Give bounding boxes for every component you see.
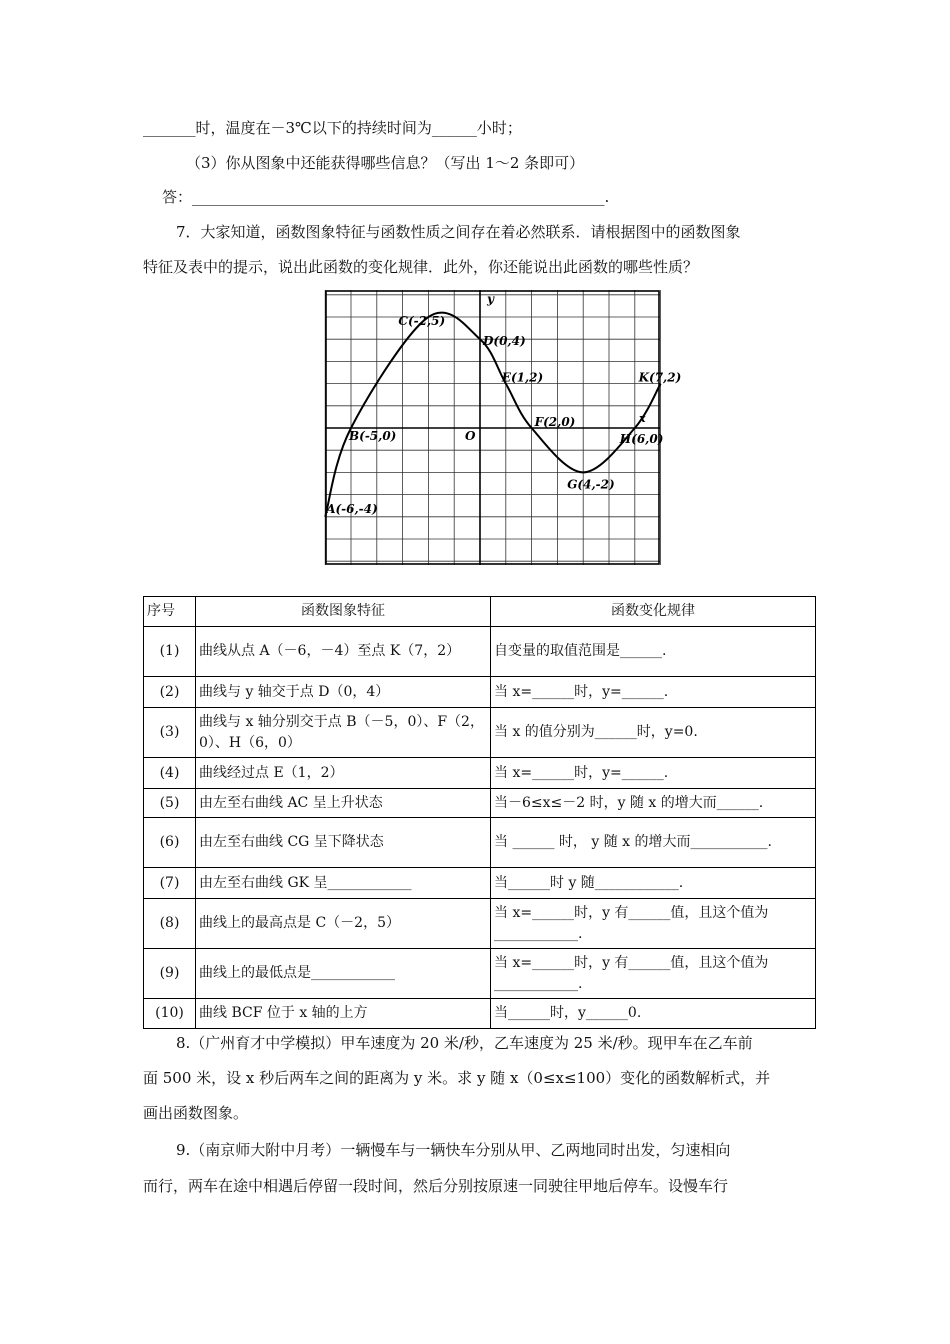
point-label: F(2,0) — [534, 415, 576, 429]
row-number: (9) — [144, 949, 196, 999]
table-row — [144, 758, 816, 789]
row-number: (5) — [144, 789, 196, 818]
point-label: G(4,-2) — [567, 477, 615, 492]
row-feature: 曲线经过点 E（1，2） — [196, 758, 491, 789]
row-rule: 当 x=______时，y=______. — [491, 758, 816, 789]
row-number: (7) — [144, 868, 196, 899]
table-row — [144, 789, 816, 818]
question-8-line-1: 8.（广州育才中学模拟）甲车速度为 20 米/秒，乙车速度为 25 米/秒。现甲车在乙车前 — [176, 1034, 753, 1052]
table-row — [144, 899, 816, 949]
table-row — [144, 949, 816, 999]
row-rule: 当－6≤x≤－2 时，y 随 x 的增大而______. — [491, 789, 816, 818]
question-7-line-2: 特征及表中的提示，说出此函数的变化规律．此外，你还能说出此函数的哪些性质？ — [143, 258, 699, 276]
question-8-line-3: 画出函数图象。 — [143, 1104, 249, 1122]
table-row — [144, 818, 816, 868]
row-number: (4) — [144, 758, 196, 789]
row-feature: 曲线与 x 轴分别交于点 B（－5，0）、F（2，0）、H（6，0） — [196, 708, 491, 758]
point-label: A(-6,-4) — [326, 501, 378, 516]
row-rule: 当 x=______时，y 有______值，且这个值为____________. — [491, 899, 816, 949]
table-row — [144, 999, 816, 1029]
function-graph — [325, 290, 682, 565]
point-label: B(-5,0) — [349, 429, 397, 443]
row-rule: 自变量的取值范围是______. — [491, 627, 816, 677]
table-row — [144, 868, 816, 899]
row-feature: 曲线上的最高点是 C（－2，5） — [196, 899, 491, 949]
row-feature: 由左至右曲线 AC 呈上升状态 — [196, 789, 491, 818]
row-number: (8) — [144, 899, 196, 949]
origin-label: O — [465, 429, 476, 443]
row-rule: 当 x=______时，y=______. — [491, 677, 816, 708]
row-rule: 当 x=______时，y 有______值，且这个值为____________. — [491, 949, 816, 999]
row-rule: 当 x 的值分别为______时，y=0. — [491, 708, 816, 758]
point-label: H(6,0) — [619, 432, 664, 446]
table-header-row — [144, 597, 816, 627]
row-number: (1) — [144, 627, 196, 677]
row-feature: 曲线 BCF 位于 x 轴的上方 — [196, 999, 491, 1029]
question-8-line-2: 面 500 米，设 x 秒后两车之间的距离为 y 米。求 y 随 x（0≤x≤100）变化的函数解析式，并 — [143, 1069, 771, 1087]
question-6-part-3: （3）你从图象中还能获得哪些信息？（写出 1～2 条即可） — [186, 154, 585, 172]
row-feature: 曲线与 y 轴交于点 D（0，4） — [196, 677, 491, 708]
table-row — [144, 708, 816, 758]
row-feature: 由左至右曲线 GK 呈____________ — [196, 868, 491, 899]
point-label: K(7,2) — [638, 370, 682, 385]
question-6-line-2: _______时，温度在－3℃以下的持续时间为______小时； — [143, 119, 522, 137]
row-number: (10) — [144, 999, 196, 1029]
y-axis-label: y — [487, 292, 494, 306]
header-feature: 函数图象特征 — [196, 597, 491, 627]
row-rule: 当______时，y______0. — [491, 999, 816, 1029]
row-rule: 当______时 y 随____________. — [491, 868, 816, 899]
table-row — [144, 677, 816, 708]
question-9-line-1: 9.（南京师大附中月考）一辆慢车与一辆快车分别从甲、乙两地同时出发，匀速相向 — [176, 1141, 731, 1159]
row-feature: 曲线上的最低点是____________ — [196, 949, 491, 999]
question-7-line-1: 7．大家知道，函数图象特征与函数性质之间存在着必然联系．请根据图中的函数图象 — [176, 223, 741, 241]
question-9-line-2: 而行，两车在途中相遇后停留一段时间，然后分别按原速一同驶往甲地后停车。设慢车行 — [143, 1177, 729, 1195]
row-number: (2) — [144, 677, 196, 708]
point-label: E(1,2) — [501, 370, 544, 385]
header-rule: 函数变化规律 — [491, 597, 816, 627]
point-label: C(-2,5) — [398, 314, 446, 328]
row-feature: 曲线从点 A（－6，－4）至点 K（7，2） — [196, 627, 491, 677]
row-feature: 由左至右曲线 CG 呈下降状态 — [196, 818, 491, 868]
point-label: D(0,4) — [483, 334, 526, 349]
row-number: (6) — [144, 818, 196, 868]
row-rule: 当 ______ 时， y 随 x 的增大而___________. — [491, 818, 816, 868]
row-number: (3) — [144, 708, 196, 758]
table-row — [144, 627, 816, 677]
x-axis-label: x — [639, 412, 646, 425]
answer-line: 答：_______________________________________________________. — [162, 188, 610, 206]
header-number: 序号 — [144, 597, 196, 627]
function-table — [143, 596, 816, 1029]
